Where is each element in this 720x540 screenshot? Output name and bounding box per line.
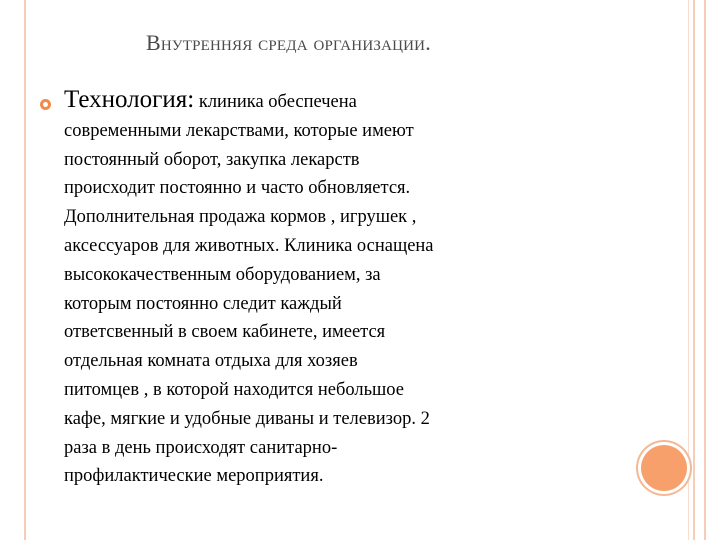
text-line: отдельная комната отдыха для хозяев (64, 351, 358, 372)
decorative-circle-icon (641, 445, 687, 491)
slide-title: Внутренняя среда организации. (146, 30, 431, 55)
text-line: профилактические мероприятия. (64, 466, 324, 487)
frame-left-line (24, 0, 26, 540)
text-line: раза в день происходят санитарно- (64, 437, 338, 458)
frame-right-line-outer (704, 0, 706, 540)
text-line: современными лекарствами, которые имеют (64, 120, 414, 141)
text-line: Дополнительная продажа кормов , игрушек , (64, 207, 417, 228)
text-line-continuation: клиника обеспечена (194, 92, 357, 112)
slide-body (64, 86, 624, 491)
text-line: аксессуаров для животных. Клиника оснащена (64, 235, 434, 256)
text-line: ответсвенный в своем кабинете, имеется (64, 322, 386, 343)
frame-right-line-inner (693, 0, 695, 540)
frame-right-line-faint (688, 0, 689, 540)
bullet-ring-icon (40, 99, 51, 110)
text-line: кафе, мягкие и удобные диваны и телевизор. 2 (64, 408, 430, 429)
bullet-heading: Технология: (64, 86, 195, 113)
text-line: питомцев , в которой находится небольшое (64, 379, 404, 400)
text-line: которым постоянно следит каждый (64, 293, 342, 314)
text-line (64, 86, 624, 117)
text-line: высококачественным оборудованием, за (64, 264, 381, 285)
text-line: происходит постоянно и часто обновляется. (64, 178, 411, 199)
text-line: постоянный оборот, закупка лекарств (64, 149, 360, 170)
